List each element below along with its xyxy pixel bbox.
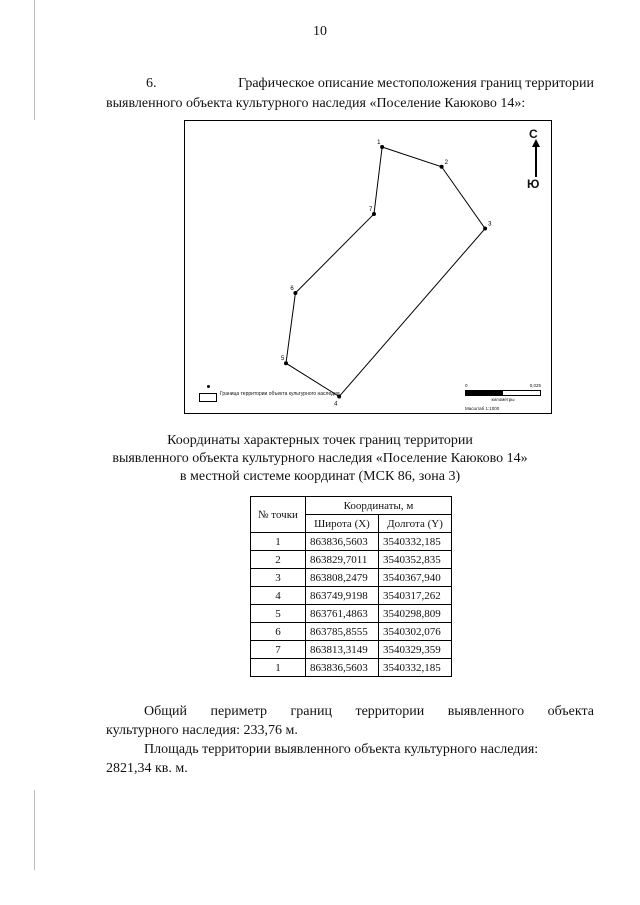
cell-point-number: 2 — [251, 551, 306, 569]
table-row — [251, 623, 452, 641]
point-label: 1 — [377, 140, 381, 146]
margin-line — [34, 790, 35, 870]
page-number: 10 — [313, 24, 327, 39]
coordinates-title — [0, 432, 640, 486]
perimeter-word: объекта — [547, 704, 594, 719]
point-label: 5 — [281, 356, 285, 363]
cell-latitude: 863808,2479 — [306, 569, 379, 587]
heading-line-1 — [106, 74, 594, 94]
section-number: 6. — [146, 76, 157, 91]
table-row — [251, 533, 452, 551]
coordinates-title-line-2: выявленного объекта культурного наследия «Поселение Каюково 14» — [112, 451, 528, 466]
table-row — [251, 569, 452, 587]
cell-longitude: 3540367,940 — [379, 569, 452, 587]
scale-bar-graphic — [465, 390, 541, 396]
boundary-point — [440, 165, 444, 169]
heading-text-1: Графическое описание местоположения границ территории — [238, 76, 594, 91]
cell-longitude: 3540317,262 — [379, 587, 452, 605]
cell-latitude: 863836,5603 — [306, 659, 379, 677]
margin-line — [34, 0, 35, 120]
cell-longitude: 3540298,809 — [379, 605, 452, 623]
cell-latitude: 863761,4863 — [306, 605, 379, 623]
boundary-polygon — [286, 147, 485, 397]
coordinates-title-line-1: Координаты характерных точек границ территории — [167, 433, 473, 448]
header-longitude: Долгота (Y) — [379, 515, 452, 533]
legend-text: Граница территории объекта культурного наследия — [220, 391, 340, 397]
perimeter-word: территории — [355, 704, 425, 719]
table-row — [251, 659, 452, 677]
legend-point-icon — [207, 385, 210, 388]
area-line-1: Площадь территории выявленного объекта культурного наследия: — [144, 742, 539, 757]
scale-start: 0 — [465, 383, 468, 388]
header-latitude: Широта (X) — [306, 515, 379, 533]
south-label: Ю — [527, 177, 540, 191]
area-line-2: 2821,34 кв. м. — [106, 761, 188, 776]
boundary-point — [372, 212, 376, 216]
table-row — [251, 605, 452, 623]
legend-boundary-icon — [199, 393, 217, 402]
boundary-point — [380, 145, 384, 149]
heading-line-2: выявленного объекта культурного наследия «Поселение Каюково 14»: — [106, 96, 526, 111]
cell-point-number: 1 — [251, 533, 306, 551]
point-label: 3 — [488, 221, 492, 228]
cell-point-number: 4 — [251, 587, 306, 605]
cell-longitude: 3540332,185 — [379, 659, 452, 677]
perimeter-word: границ — [290, 704, 332, 719]
perimeter-paragraph — [106, 702, 594, 740]
point-label: 2 — [444, 159, 448, 166]
scale-end: 0,025 — [529, 383, 541, 388]
point-label: 7 — [368, 206, 373, 213]
boundary-point — [293, 291, 297, 295]
perimeter-line-2: культурного наследия: 233,76 м. — [106, 723, 298, 738]
table-row — [251, 587, 452, 605]
area-paragraph — [106, 740, 594, 778]
cell-latitude: 863749,9198 — [306, 587, 379, 605]
scale-bar — [465, 383, 541, 411]
boundary-map — [184, 120, 552, 414]
cell-latitude: 863785,8555 — [306, 623, 379, 641]
boundary-map-svg — [185, 121, 551, 413]
cell-longitude: 3540352,835 — [379, 551, 452, 569]
cell-point-number: 6 — [251, 623, 306, 641]
table-row — [251, 641, 452, 659]
point-label: 4 — [334, 401, 338, 408]
section-heading — [106, 74, 594, 114]
north-label: С — [529, 127, 538, 141]
perimeter-word: периметр — [210, 704, 268, 719]
cell-latitude: 863829,7011 — [306, 551, 379, 569]
header-coordinates: Координаты, м — [306, 497, 452, 515]
cell-point-number: 5 — [251, 605, 306, 623]
cell-longitude: 3540329,359 — [379, 641, 452, 659]
cell-latitude: 863836,5603 — [306, 533, 379, 551]
cell-latitude: 863813,3149 — [306, 641, 379, 659]
cell-point-number: 7 — [251, 641, 306, 659]
table-row — [251, 551, 452, 569]
coordinates-table — [250, 496, 452, 677]
scale-unit: километры — [491, 397, 515, 402]
boundary-point — [483, 227, 487, 231]
cell-longitude: 3540302,076 — [379, 623, 452, 641]
perimeter-word: Общий — [144, 704, 187, 719]
header-point-number: № точки — [251, 497, 306, 533]
boundary-point — [284, 361, 288, 365]
scale-ratio: Масштаб 1:1000 — [465, 406, 500, 411]
cell-point-number: 3 — [251, 569, 306, 587]
coordinates-title-line-3: в местной системе координат (МСК 86, зона 3) — [179, 469, 461, 484]
point-label: 6 — [290, 286, 294, 293]
cell-point-number: 1 — [251, 659, 306, 677]
cell-longitude: 3540332,185 — [379, 533, 452, 551]
perimeter-word: выявленного — [447, 704, 525, 719]
perimeter-line-1 — [106, 702, 594, 721]
